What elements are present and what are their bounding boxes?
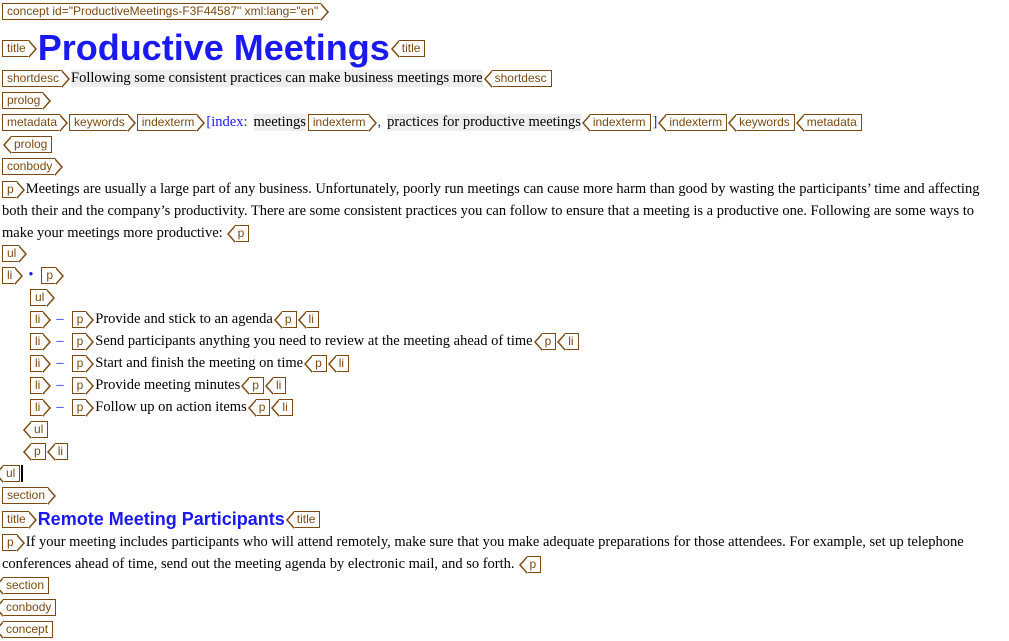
index-close: ] [652, 114, 658, 130]
inner-ul-start-tag[interactable]: ul [30, 289, 47, 306]
p-start-tag[interactable]: p [72, 333, 87, 350]
outer-li-start-tag[interactable]: li [2, 267, 15, 284]
dash-marker: – [56, 377, 64, 393]
list-item [30, 311, 319, 328]
indexterm-end-tag[interactable]: indexterm [666, 114, 727, 131]
p-end-tag[interactable]: p [282, 311, 297, 328]
shortdesc-row [2, 70, 552, 87]
section-paragraph-block [2, 531, 1005, 575]
prolog-start-row [2, 92, 52, 109]
outer-ul-end-row [0, 465, 23, 482]
concept-start-row [2, 3, 330, 20]
li-start-tag[interactable]: li [30, 311, 43, 328]
li-end-tag[interactable]: li [336, 355, 349, 372]
list-item-text[interactable]: Provide meeting minutes [95, 377, 241, 393]
section-paragraph-text[interactable]: If your meeting includes participants who will attend remotely, make sure that you make adequate preparations for those attendees. For example, set up telephone conferences ahead of time, send out the meeting agenda by electronic mail, and so forth. [2, 534, 964, 572]
list-item [30, 333, 579, 350]
section-title-end-tag[interactable]: title [294, 511, 321, 528]
li-start-tag[interactable]: li [30, 399, 43, 416]
li-end-tag[interactable]: li [273, 377, 286, 394]
section-title[interactable]: Remote Meeting Participants [37, 509, 285, 529]
p-start-tag[interactable]: p [72, 311, 87, 328]
li-end-tag[interactable]: li [306, 311, 319, 328]
list-item [30, 399, 293, 416]
p-end-tag[interactable]: p [256, 399, 271, 416]
outer-p-start-tag[interactable]: p [41, 267, 56, 284]
intro-paragraph-text[interactable]: Meetings are usually a large part of any business. Unfortunately, poorly run meetings can cause more harm than good by wasting the participants’ time and affecting both their and the company’s productivity. There are some consistent practices you can follow to ensure that a meeting is a productive one. Following are some ways to make your meetings more productive: [2, 181, 980, 241]
section-p-end-tag[interactable]: p [527, 556, 542, 573]
title-end-tag[interactable]: title [399, 40, 426, 57]
li-start-tag[interactable]: li [30, 355, 43, 372]
index-prefix: [index: [206, 114, 248, 130]
list-item-text[interactable]: Send participants anything you need to review at the meeting ahead of time [95, 333, 533, 349]
conbody-start-tag[interactable]: conbody [2, 158, 55, 175]
title-start-tag[interactable]: title [2, 40, 29, 57]
section-title-row [2, 509, 320, 530]
index-separator: , [377, 114, 382, 130]
li-end-tag[interactable]: li [279, 399, 292, 416]
list-item [30, 377, 286, 394]
indexterm-nested-start-tag[interactable]: indexterm [308, 114, 369, 131]
metadata-row [2, 114, 862, 131]
keywords-end-tag[interactable]: keywords [736, 114, 795, 131]
shortdesc-text[interactable]: Following some consistent practices can make business meetings more [71, 70, 483, 86]
list-item-text[interactable]: Provide and stick to an agenda [95, 311, 273, 327]
section-title-start-tag[interactable]: title [2, 511, 29, 528]
p-end-tag[interactable]: p [312, 355, 327, 372]
keywords-start-tag[interactable]: keywords [69, 114, 128, 131]
inner-ul-end-tag[interactable]: ul [31, 421, 48, 438]
list-item-text[interactable]: Follow up on action items [95, 399, 247, 415]
li-start-tag[interactable]: li [30, 333, 43, 350]
concept-end-row [0, 621, 53, 638]
inner-ul-end-row [22, 421, 48, 438]
dash-marker: – [56, 333, 64, 349]
section-end-tag[interactable]: section [3, 577, 49, 594]
section-p-start-tag[interactable]: p [2, 534, 17, 551]
concept-start-tag[interactable]: concept id="ProductiveMeetings-F3F44587" xml:lang="en" [2, 3, 321, 20]
prolog-start-tag[interactable]: prolog [2, 92, 43, 109]
index-term-meetings[interactable]: meetings [253, 114, 306, 130]
index-term-practices[interactable]: practices for productive meetings [387, 114, 581, 130]
outer-li-end-row [22, 443, 68, 460]
outer-li-row [2, 267, 65, 284]
outer-li-end-tag[interactable]: li [55, 443, 68, 460]
section-start-tag[interactable]: section [2, 487, 48, 504]
intro-p-end-tag[interactable]: p [235, 225, 250, 242]
dash-marker: – [56, 311, 64, 327]
title-row [2, 28, 425, 68]
metadata-start-tag[interactable]: metadata [2, 114, 60, 131]
li-start-tag[interactable]: li [30, 377, 43, 394]
prolog-end-tag[interactable]: prolog [11, 136, 52, 153]
li-end-tag[interactable]: li [565, 333, 578, 350]
metadata-end-tag[interactable]: metadata [804, 114, 862, 131]
section-start-row [2, 487, 57, 504]
document-title[interactable]: Productive Meetings [37, 27, 390, 68]
conbody-end-tag[interactable]: conbody [3, 599, 56, 616]
outer-ul-end-tag[interactable]: ul [3, 465, 20, 482]
conbody-end-row [0, 599, 56, 616]
p-start-tag[interactable]: p [72, 355, 87, 372]
intro-p-start-tag[interactable]: p [2, 181, 17, 198]
shortdesc-start-tag[interactable]: shortdesc [2, 70, 62, 87]
text-cursor [21, 465, 23, 482]
outer-p-end-tag[interactable]: p [31, 443, 46, 460]
indexterm-nested-end-tag[interactable]: indexterm [590, 114, 651, 131]
dash-marker: – [56, 399, 64, 415]
p-start-tag[interactable]: p [72, 377, 87, 394]
outer-ul-start-tag[interactable]: ul [2, 245, 19, 262]
list-item [30, 355, 349, 372]
list-item-text[interactable]: Start and finish the meeting on time [95, 355, 304, 371]
p-end-tag[interactable]: p [249, 377, 264, 394]
intro-paragraph-block [2, 178, 1005, 244]
bullet-marker: • [28, 267, 34, 283]
inner-ul-start-row [30, 289, 56, 306]
p-end-tag[interactable]: p [542, 333, 557, 350]
concept-end-tag[interactable]: concept [3, 621, 53, 638]
outer-ul-start-row [2, 245, 28, 262]
dash-marker: – [56, 355, 64, 371]
section-end-row [0, 577, 49, 594]
conbody-start-row [2, 158, 64, 175]
prolog-end-row [2, 136, 52, 153]
p-start-tag[interactable]: p [72, 399, 87, 416]
shortdesc-end-tag[interactable]: shortdesc [492, 70, 552, 87]
indexterm-start-tag[interactable]: indexterm [137, 114, 198, 131]
